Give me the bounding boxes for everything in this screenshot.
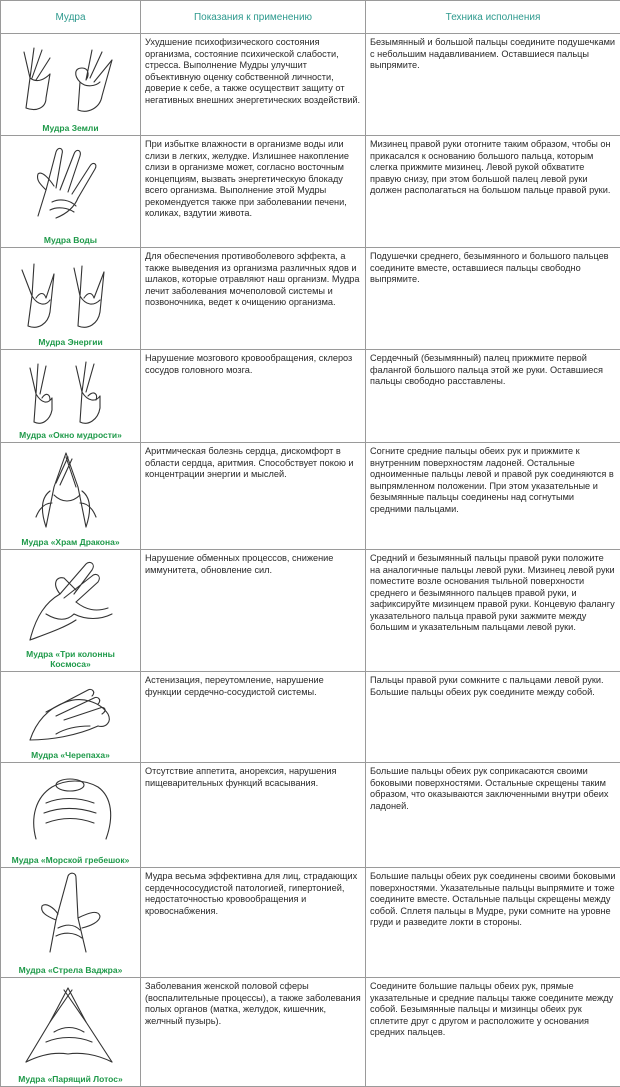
technique-text: Средний и безымянный пальцы правой руки положите на аналогичные пальцы левой руки. Мизинец левой руки поместите возле основания тыльной поверхности среднего и безымянного пальцев правой руки, и зафиксируйте мизинцем правой руки. Концевую фалангу указательного пальца правой руки зажмите между большим и указательным пальцами левой руки. [366,550,620,636]
technique-text: Большие пальцы обеих рук соединены своими боковыми поверхностями. Указательные пальцы выпрямите и тоже соедините вместе. Остальные пальцы скрещены между собой. Сплетя пальцы в Мудре, руки сомните на уровне груди и разведите локти в стороны. [366,868,620,931]
technique-text: Большие пальцы обеих рук соприкасаются своими боковыми поверхностями. Остальные скрещены таким образом, что оказываются заключенными внутри обеих ладоней. [366,763,620,814]
header-technique: Техника исполнения [366,1,620,34]
table-row [1,136,620,248]
table-header [1,1,620,34]
indications-cell [141,34,366,136]
technique-cell [366,443,620,550]
indications-cell [141,763,366,868]
indications-cell [141,136,366,248]
table-row [1,978,620,1087]
technique-cell [366,978,620,1087]
technique-text: Пальцы правой руки сомкните с пальцами левой руки. Большие пальцы обеих рук соедините между собой. [366,672,620,700]
technique-text: Соедините большие пальцы обеих рук, прямые указательные и средние пальцы также соедините между собой. Безымянные пальцы и мизинцы обеих рук сплетите друг с другом и расположите у основания средних пальцев. [366,978,620,1041]
mudra-cell [1,868,141,978]
table-row [1,350,620,443]
mudra-name: Мудра «Черепаха» [1,750,140,760]
mudra-cell [1,763,141,868]
indications-cell [141,868,366,978]
hands-scallop-mudra-icon [16,767,126,845]
table-row [1,550,620,672]
indications-text: Нарушение обменных процессов, снижение иммунитета, обновление сил. [141,550,365,578]
technique-cell [366,136,620,248]
indications-cell [141,350,366,443]
indications-text: Отсутствие аппетита, анорексия, нарушения пищеварительных функций всасывания. [141,763,365,791]
indications-text: Астенизация, переутомление, нарушение функции сердечно-сосудистой системы. [141,672,365,700]
indications-text: Для обеспечения противоболевого эффекта, а также выведения из организма различных ядов и шлаков, которые отравляют наш организм. Мудра лечит заболевания мочеполовой системы и позвоночника, ведет к очищению организма. [141,248,365,311]
table-row [1,763,620,868]
mudra-name: Мудра «Три колонны Космоса» [1,649,140,669]
technique-text: Безымянный и большой пальцы соедините подушечками с небольшим надавливанием. Оставшиеся пальцы выпрямите. [366,34,620,74]
mudra-name: Мудра Воды [1,235,140,245]
hands-three-columns-icon [16,554,126,642]
indications-cell [141,248,366,350]
mudra-name: Мудра «Храм Дракона» [1,537,140,547]
mudra-name: Мудра Земли [1,123,140,133]
indications-cell [141,550,366,672]
indications-text: Аритмическая болезнь сердца, дискомфорт в области сердца, аритмия. Способствует покою и концентрации энергии и мыслей. [141,443,365,483]
table-row [1,34,620,136]
mudra-name: Мудра «Парящий Лотос» [1,1074,140,1084]
technique-cell [366,550,620,672]
mudra-cell [1,136,141,248]
mudra-cell [1,672,141,763]
header-mudra: Мудра [1,1,141,34]
technique-text: Мизинец правой руки отогните таким образом, чтобы он прикасался к основанию большого пальца, которым слегка прижмите мизинец. Левой рукой обхватите правую снизу, при этом большой палец левой руки должен располагаться на большом пальце правой руки. [366,136,620,199]
mudra-cell [1,248,141,350]
technique-cell [366,763,620,868]
hands-dragon-temple-icon [16,447,126,533]
hands-floating-lotus-icon [16,982,126,1066]
technique-cell [366,868,620,978]
indications-text: Нарушение мозгового кровообращения, склероз сосудов головного мозга. [141,350,365,378]
header-indications: Показания к применению [141,1,366,34]
indications-text: Ухудшение психофизического состояния организма, состояние психической слабости, стресса. Выполнение Мудры улучшит объективную оценку собственной личности, доверие к себе, а также осуществит защиту от негативных внешних энергетических воздействий. [141,34,365,108]
hands-turtle-mudra-icon [16,676,126,748]
hands-window-of-wisdom-icon [16,354,126,426]
hands-energy-mudra-icon [16,252,126,332]
table-row [1,868,620,978]
hands-earth-mudra-icon [16,38,126,116]
mudra-name: Мудра «Морской гребешок» [1,855,140,865]
indications-cell [141,672,366,763]
technique-cell [366,672,620,763]
table-row [1,443,620,550]
mudra-name: Мудра «Стрела Ваджра» [1,965,140,975]
technique-cell [366,350,620,443]
hands-vajra-arrow-icon [16,872,126,956]
indications-text: При избытке влажности в организме воды или слизи в легких, желудке. Излишнее накопление слизи в организме может, согласно восточным концепциям, вызвать энергетическую блокаду всего организма. Выполнение этой Мудры рекомендуется также при заболевании печени, коликах, вздутии живота. [141,136,365,222]
mudra-cell [1,978,141,1087]
indications-cell [141,978,366,1087]
technique-cell [366,248,620,350]
indications-cell [141,443,366,550]
technique-cell [366,34,620,136]
technique-text: Сердечный (безымянный) палец прижмите первой фалангой большого пальца этой же руки. Оставшиеся пальцы свободно расставлены. [366,350,620,390]
indications-text: Мудра весьма эффективна для лиц, страдающих сердечнососудистой патологией, гипертонией, недостаточностью кровообращения и кровоснабжения. [141,868,365,919]
mudra-cell [1,550,141,672]
mudra-name: Мудра «Окно мудрости» [1,430,140,440]
mudra-cell [1,350,141,443]
hands-water-mudra-icon [16,140,126,222]
mudra-cell [1,34,141,136]
mudra-name: Мудра Энергии [1,337,140,347]
table-row [1,672,620,763]
table-row [1,248,620,350]
indications-text: Заболевания женской половой сферы (воспалительные процессы), а также заболевания полых органов (матка, желудок, кишечник, желчный пузырь). [141,978,365,1029]
mudra-cell [1,443,141,550]
technique-text: Подушечки среднего, безымянного и большого пальцев соедините вместе, оставшиеся пальцы свободно выпрямите. [366,248,620,288]
technique-text: Согните средние пальцы обеих рук и прижмите к внутренним поверхностям ладоней. Остальные одноименные пальцы левой и правой рук соединяются в выпрямленном положении. При этом указательные и безымянные пальцы соединены над согнутыми средними пальцами. [366,443,620,517]
